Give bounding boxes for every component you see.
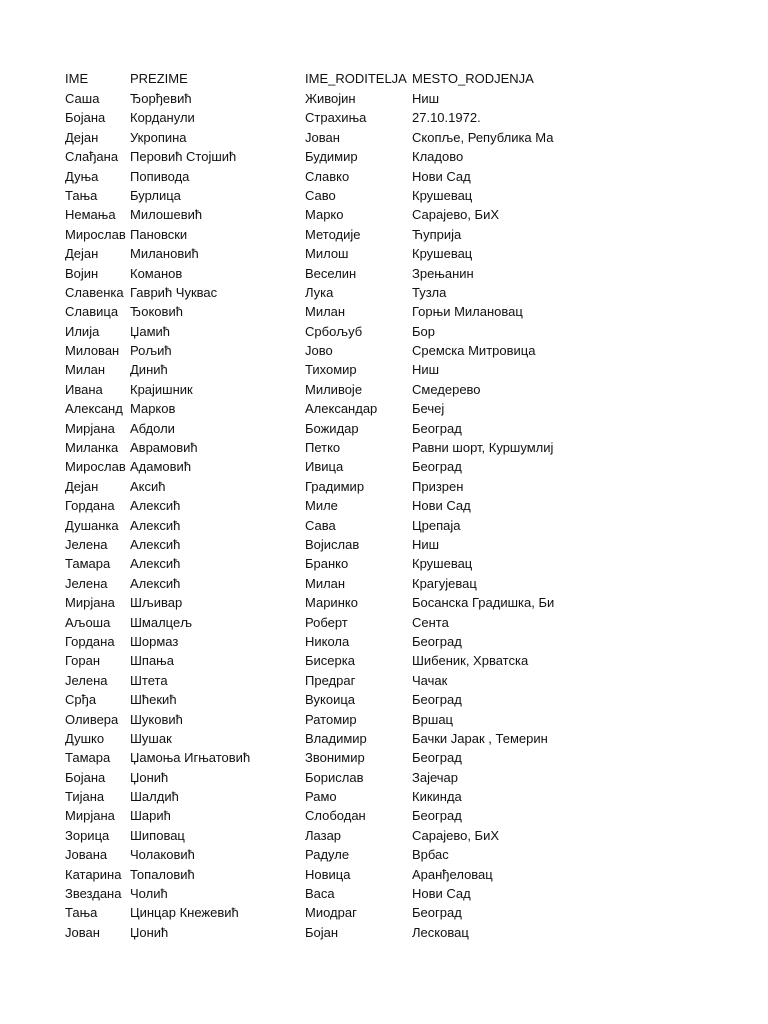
cell-ime[interactable]: Душко	[65, 730, 105, 746]
table-row	[65, 244, 625, 263]
cell-ime[interactable]: Мирослав	[65, 226, 126, 242]
table-row	[65, 651, 625, 670]
cell-mesto-rodjenja[interactable]: 27.10.1972.	[412, 110, 481, 126]
table-row	[65, 574, 625, 593]
table-row	[65, 457, 625, 476]
cell-prezime[interactable]: Милановић	[130, 246, 199, 262]
table-row	[65, 535, 625, 554]
cell-prezime[interactable]: Крајишник	[130, 381, 193, 397]
cell-ime-roditelja[interactable]: Слободан	[305, 808, 366, 824]
cell-prezime[interactable]: Адамовић	[130, 459, 192, 475]
cell-prezime[interactable]: Шушак	[130, 730, 172, 746]
cell-ime[interactable]: Дејан	[65, 478, 99, 494]
cell-mesto-rodjenja[interactable]: Босанска Градишка, Би	[412, 595, 555, 611]
cell-ime-roditelja[interactable]: Миле	[305, 498, 338, 514]
cell-prezime[interactable]: Шалдић	[130, 789, 179, 805]
cell-mesto-rodjenja[interactable]: Тузла	[412, 284, 447, 300]
table-row	[65, 128, 625, 147]
table-row	[65, 632, 625, 651]
cell-prezime[interactable]: Штета	[130, 672, 168, 688]
cell-ime[interactable]: Саша	[65, 91, 100, 106]
cell-prezime[interactable]: Топаловић	[130, 866, 195, 882]
table-row	[65, 865, 625, 884]
spreadsheet	[65, 70, 625, 942]
table-row	[65, 903, 625, 922]
cell-ime[interactable]: Немања	[65, 207, 116, 223]
cell-mesto-rodjenja[interactable]: Крушевац	[412, 246, 473, 262]
cell-mesto-rodjenja[interactable]: Ћуприја	[412, 226, 462, 242]
table-row	[65, 225, 625, 244]
table-row	[65, 264, 625, 283]
cell-prezime[interactable]: Шиповац	[130, 827, 185, 843]
cell-ime[interactable]: Јован	[65, 924, 100, 940]
cell-mesto-rodjenja[interactable]: Нови Сад	[412, 168, 471, 184]
cell-mesto-rodjenja[interactable]: Нови Сад	[412, 886, 471, 902]
cell-mesto-rodjenja[interactable]: Бечеј	[412, 401, 445, 417]
cell-prezime[interactable]: Динић	[130, 362, 168, 378]
cell-ime-roditelja[interactable]: Србољуб	[305, 323, 363, 339]
cell-ime-roditelja[interactable]: Милан	[305, 304, 346, 320]
cell-ime[interactable]: Срђа	[65, 692, 97, 708]
cell-mesto-rodjenja[interactable]: Сента	[412, 614, 449, 630]
cell-mesto-rodjenja[interactable]: Црепаја	[412, 517, 461, 533]
cell-ime-roditelja[interactable]: Миодраг	[305, 905, 357, 921]
cell-prezime[interactable]: Шарић	[130, 808, 171, 824]
cell-mesto-rodjenja[interactable]: Призрен	[412, 478, 464, 494]
cell-ime[interactable]: Милован	[65, 343, 120, 359]
cell-ime-roditelja[interactable]: Милош	[305, 246, 349, 262]
table-row	[65, 380, 625, 399]
cell-ime-roditelja[interactable]: Саво	[305, 187, 336, 203]
cell-ime[interactable]: Александ	[65, 401, 123, 417]
cell-prezime[interactable]: Џамић	[130, 323, 171, 339]
table-row	[65, 399, 625, 418]
cell-ime[interactable]: Миланка	[65, 440, 119, 456]
table-row	[65, 845, 625, 864]
cell-mesto-rodjenja[interactable]: Крушевац	[412, 187, 473, 203]
cell-ime-roditelja[interactable]: Васа	[305, 886, 335, 902]
cell-mesto-rodjenja[interactable]: Сарајево, БиХ	[412, 207, 500, 223]
cell-ime-roditelja[interactable]: Бранко	[305, 556, 349, 572]
cell-ime-roditelja[interactable]: Божидар	[305, 420, 359, 436]
cell-ime[interactable]: Мирослав	[65, 459, 126, 475]
cell-ime[interactable]: Гордана	[65, 498, 115, 514]
cell-mesto-rodjenja[interactable]: Београд	[412, 808, 462, 824]
cell-ime-roditelja[interactable]: Милан	[305, 575, 346, 591]
table-row	[65, 167, 625, 186]
cell-ime[interactable]: Тамара	[65, 556, 111, 572]
header-prezime[interactable]: PREZIME	[130, 71, 188, 86]
cell-prezime[interactable]: Пановски	[130, 226, 188, 242]
table-row	[65, 923, 625, 942]
cell-prezime[interactable]: Цинцар Кнежевић	[130, 905, 239, 921]
cell-mesto-rodjenja[interactable]: Шибеник, Хрватска	[412, 653, 529, 669]
cell-ime[interactable]: Јелена	[65, 672, 108, 688]
cell-mesto-rodjenja[interactable]: Смедерево	[412, 381, 481, 397]
cell-mesto-rodjenja[interactable]: Зајечар	[412, 769, 459, 785]
cell-ime[interactable]: Јелена	[65, 536, 108, 552]
cell-ime-roditelja[interactable]: Сава	[305, 517, 336, 533]
cell-ime-roditelja[interactable]: Веселин	[305, 265, 357, 281]
cell-ime-roditelja[interactable]: Војислав	[305, 536, 360, 552]
table-row	[65, 593, 625, 612]
cell-ime-roditelja[interactable]: Вукоица	[305, 692, 356, 708]
cell-ime[interactable]: Оливера	[65, 711, 119, 727]
cell-ime[interactable]: Тања	[65, 905, 98, 921]
table-row	[65, 89, 625, 108]
table-body	[65, 89, 625, 942]
cell-ime[interactable]: Горан	[65, 653, 101, 669]
table-row	[65, 108, 625, 127]
cell-ime[interactable]: Аљоша	[65, 614, 111, 630]
table-row	[65, 554, 625, 573]
cell-mesto-rodjenja[interactable]: Ниш	[412, 91, 440, 106]
cell-prezime[interactable]: Перовић Стојшић	[130, 149, 237, 165]
table-row	[65, 186, 625, 205]
cell-prezime[interactable]: Алексић	[130, 536, 181, 552]
cell-mesto-rodjenja[interactable]: Кикинда	[412, 789, 462, 805]
cell-ime[interactable]: Ивана	[65, 381, 103, 397]
cell-prezime[interactable]: Милошевић	[130, 207, 203, 223]
cell-prezime[interactable]: Џонић	[130, 924, 169, 940]
cell-prezime[interactable]: Марков	[130, 401, 176, 417]
cell-prezime[interactable]: Шљивар	[130, 595, 183, 611]
cell-mesto-rodjenja[interactable]: Београд	[412, 459, 462, 475]
cell-ime-roditelja[interactable]: Градимир	[305, 478, 365, 494]
table-row	[65, 496, 625, 515]
cell-mesto-rodjenja[interactable]: Бор	[412, 323, 435, 339]
table-row	[65, 205, 625, 224]
cell-prezime[interactable]: Шћекић	[130, 692, 177, 708]
cell-mesto-rodjenja[interactable]: Вршац	[412, 711, 454, 727]
cell-ime-roditelja[interactable]: Лука	[305, 284, 334, 300]
cell-prezime[interactable]: Шпања	[130, 653, 174, 669]
table-row	[65, 419, 625, 438]
cell-mesto-rodjenja[interactable]: Кладово	[412, 149, 464, 165]
cell-ime-roditelja[interactable]: Марко	[305, 207, 344, 223]
table-row	[65, 826, 625, 845]
table-row	[65, 884, 625, 903]
cell-prezime[interactable]: Алексић	[130, 498, 181, 514]
cell-ime[interactable]: Мирјана	[65, 808, 115, 824]
cell-ime[interactable]: Мирјана	[65, 595, 115, 611]
cell-prezime[interactable]: Попивода	[130, 168, 190, 184]
table-row	[65, 671, 625, 690]
cell-ime-roditelja[interactable]: Страхиња	[305, 110, 367, 126]
cell-ime[interactable]: Слађана	[65, 149, 119, 165]
cell-ime-roditelja[interactable]: Предраг	[305, 672, 356, 688]
header-ime[interactable]: IME	[65, 71, 89, 86]
table-row	[65, 322, 625, 341]
cell-prezime[interactable]: Ђорђевић	[130, 91, 192, 106]
cell-mesto-rodjenja[interactable]: Ниш	[412, 536, 440, 552]
cell-prezime[interactable]: Гаврић Чукв​ас	[130, 284, 218, 300]
cell-mesto-rodjenja[interactable]: Крушевац	[412, 556, 473, 572]
cell-ime-roditelja[interactable]: Рамо	[305, 789, 337, 805]
cell-prezime[interactable]: Абдоли	[130, 420, 175, 436]
cell-ime-roditelja[interactable]: Јово	[305, 343, 333, 359]
cell-ime[interactable]: Дуња	[65, 168, 99, 184]
cell-mesto-rodjenja[interactable]: Нови Сад	[412, 498, 471, 514]
table-row	[65, 516, 625, 535]
cell-ime[interactable]: Звездана	[65, 886, 122, 902]
cell-prezime[interactable]: Аксић	[130, 478, 166, 494]
cell-ime-roditelja[interactable]: Лазар	[305, 827, 342, 843]
table-row	[65, 729, 625, 748]
cell-prezime[interactable]: Шуковић	[130, 711, 183, 727]
cell-ime[interactable]: Душанка	[65, 517, 119, 533]
cell-mesto-rodjenja[interactable]: Чачак	[412, 672, 448, 688]
cell-prezime[interactable]: Алексић	[130, 575, 181, 591]
header-mesto-rodjenja[interactable]: MESTO_RODJENJA	[412, 71, 534, 86]
cell-ime[interactable]: Војин	[65, 265, 99, 281]
cell-ime[interactable]: Гордана	[65, 633, 115, 649]
cell-prezime[interactable]: Аврамовић	[130, 440, 198, 456]
cell-ime-roditelja[interactable]: Петко	[305, 440, 341, 456]
cell-prezime[interactable]: Чолаковић	[130, 847, 195, 863]
cell-mesto-rodjenja[interactable]: Равни шорт, Куршумлиј	[412, 440, 554, 456]
cell-ime-roditelja[interactable]: Живојин	[305, 91, 356, 106]
cell-ime[interactable]: Славенка	[65, 284, 124, 300]
table-row	[65, 302, 625, 321]
cell-prezime[interactable]: Шмалцељ	[130, 614, 192, 630]
cell-ime-roditelja[interactable]: Маринко	[305, 595, 358, 611]
cell-mesto-rodjenja[interactable]: Крагујевац	[412, 575, 477, 591]
cell-ime-roditelja[interactable]: Методије	[305, 226, 361, 242]
cell-ime[interactable]: Бојана	[65, 769, 106, 785]
table-row	[65, 341, 625, 360]
cell-ime[interactable]: Илија	[65, 323, 100, 339]
cell-ime-roditelja[interactable]: Бисерка	[305, 653, 355, 669]
cell-prezime[interactable]: Укропина	[130, 129, 187, 145]
cell-ime[interactable]: Славица	[65, 304, 119, 320]
cell-ime[interactable]: Катарина	[65, 866, 122, 882]
cell-prezime[interactable]: Рољић	[130, 343, 172, 359]
table-row	[65, 748, 625, 767]
cell-ime[interactable]: Тамара	[65, 750, 111, 766]
cell-prezime[interactable]: Шормаз	[130, 633, 179, 649]
cell-ime-roditelja[interactable]: Владимир	[305, 730, 367, 746]
cell-prezime[interactable]: Алексић	[130, 556, 181, 572]
cell-ime-roditelja[interactable]: Јован	[305, 129, 340, 145]
cell-ime[interactable]: Јелена	[65, 575, 108, 591]
cell-ime-roditelja[interactable]: Новица	[305, 866, 351, 882]
cell-prezime[interactable]: Џонић	[130, 769, 169, 785]
table-row	[65, 147, 625, 166]
table-row	[65, 477, 625, 496]
cell-ime-roditelja[interactable]: Радуле	[305, 847, 350, 863]
header-ime-roditelja[interactable]: IME_RODITELJA	[305, 71, 407, 86]
cell-ime-roditelja[interactable]: Тихомир	[305, 362, 357, 378]
cell-ime[interactable]: Дејан	[65, 129, 99, 145]
cell-ime-roditelja[interactable]: Ратомир	[305, 711, 357, 727]
cell-ime-roditelja[interactable]: Александар	[305, 401, 378, 417]
cell-ime[interactable]: Мирјана	[65, 420, 115, 436]
cell-prezime[interactable]: Бурлица	[130, 187, 181, 203]
cell-prezime[interactable]: Алексић	[130, 517, 181, 533]
cell-prezime[interactable]: Корданули	[130, 110, 195, 126]
cell-prezime[interactable]: Чолић	[130, 886, 168, 902]
cell-ime[interactable]: Бојана	[65, 110, 106, 126]
cell-mesto-rodjenja[interactable]: Аранђеловац	[412, 866, 493, 882]
cell-mesto-rodjenja[interactable]: Београд	[412, 905, 462, 921]
cell-prezime[interactable]: Џамоња Игњатовић	[130, 750, 251, 766]
cell-mesto-rodjenja[interactable]: Сремска Митровица	[412, 343, 536, 359]
table-row	[65, 710, 625, 729]
cell-ime-roditelja[interactable]: Роберт	[305, 614, 348, 630]
cell-ime-roditelja[interactable]: Никола	[305, 633, 350, 649]
cell-mesto-rodjenja[interactable]: Београд	[412, 420, 462, 436]
cell-ime[interactable]: Милан	[65, 362, 106, 378]
cell-mesto-rodjenja[interactable]: Горњи Милановац	[412, 304, 523, 320]
table-row	[65, 283, 625, 302]
cell-mesto-rodjenja[interactable]: Скопље, Република Ма	[412, 129, 554, 145]
table-row	[65, 360, 625, 379]
cell-ime-roditelja[interactable]: Миливоје	[305, 381, 363, 397]
cell-ime-roditelja[interactable]: Борислав	[305, 769, 364, 785]
table-row	[65, 806, 625, 825]
cell-mesto-rodjenja[interactable]: Београд	[412, 692, 462, 708]
cell-prezime[interactable]: Команов	[130, 265, 183, 281]
cell-ime-roditelja[interactable]: Ивица	[305, 459, 344, 475]
cell-mesto-rodjenja[interactable]: Сарајево, БиХ	[412, 827, 500, 843]
cell-ime-roditelja[interactable]: Звонимир	[305, 750, 365, 766]
cell-ime[interactable]: Тања	[65, 187, 98, 203]
cell-prezime[interactable]: Ђоковић	[130, 304, 183, 320]
cell-ime[interactable]: Јована	[65, 847, 108, 863]
cell-mesto-rodjenja[interactable]: Бачки Јарак , Темерин	[412, 730, 548, 746]
cell-mesto-rodjenja[interactable]: Зрењанин	[412, 265, 474, 281]
cell-mesto-rodjenja[interactable]: Ниш	[412, 362, 440, 378]
cell-ime[interactable]: Зорица	[65, 827, 110, 843]
table-row	[65, 787, 625, 806]
cell-ime-roditelja[interactable]: Будимир	[305, 149, 358, 165]
table-row	[65, 768, 625, 787]
cell-ime[interactable]: Тијана	[65, 789, 105, 805]
cell-ime[interactable]: Дејан	[65, 246, 99, 262]
table-row	[65, 613, 625, 632]
cell-mesto-rodjenja[interactable]: Лесковац	[412, 924, 469, 940]
table-row	[65, 438, 625, 457]
cell-mesto-rodjenja[interactable]: Београд	[412, 750, 462, 766]
cell-ime-roditelja[interactable]: Бојан	[305, 924, 339, 940]
cell-ime-roditelja[interactable]: Славко	[305, 168, 350, 184]
table-row	[65, 690, 625, 709]
cell-mesto-rodjenja[interactable]: Београд	[412, 633, 462, 649]
header-row	[65, 70, 625, 88]
cell-mesto-rodjenja[interactable]: Врбас	[412, 847, 449, 863]
